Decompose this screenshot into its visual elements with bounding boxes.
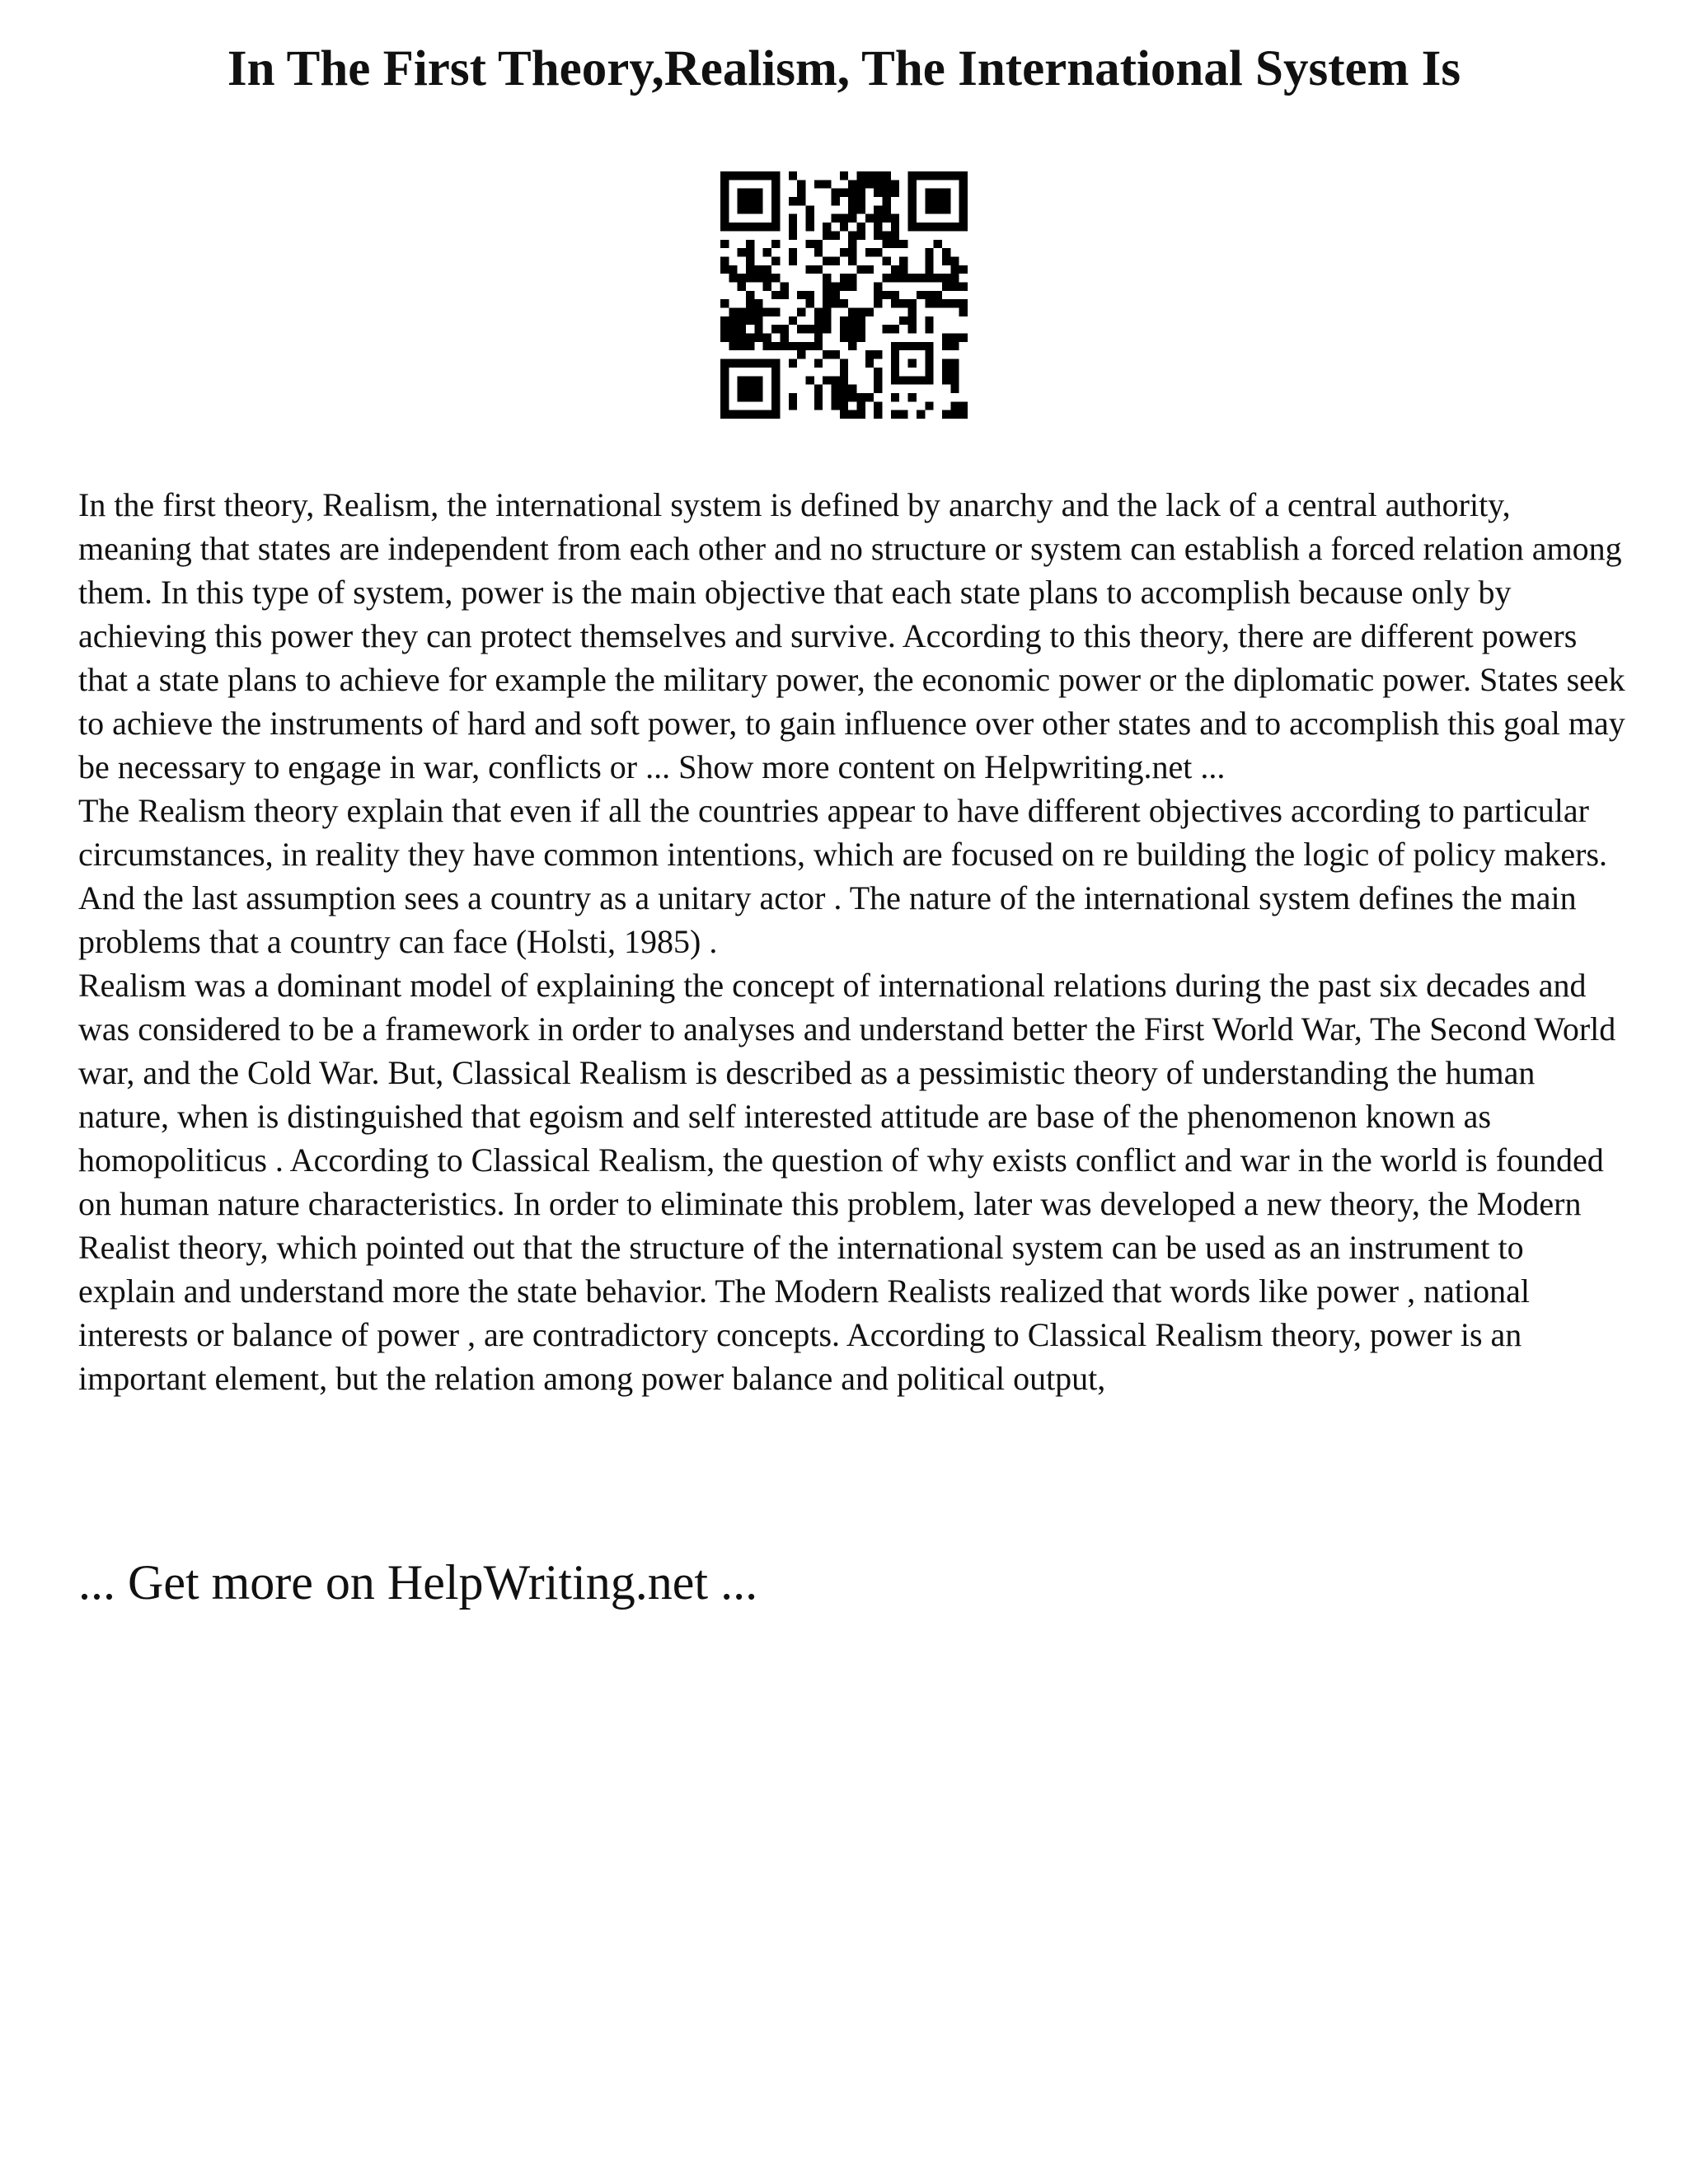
page-title: In The First Theory,Realism, The International System Is	[227, 41, 1461, 96]
get-more-link[interactable]: ... Get more on HelpWriting.net ...	[78, 1555, 758, 1610]
paragraph-1: In the first theory, Realism, the international system is defined by anarchy and the lack of a central authority, meaning that states are independent from each other and no structure or system can establish a forced relation among them. In this type of system, power is the main objective that each state plans to accomplish because only by achieving this power they can protect themselves and survive. According to this theory, there are different powers that a state plans to achieve for example the military power, the economic power or the diplomatic power. States seek to achieve the instruments of hard and soft power, to gain influence over other states and to accomplish this goal may be necessary to engage in war, conflicts or ... Show more content on Helpwriting.net ...	[78, 486, 1625, 785]
article-body	[78, 483, 1628, 1400]
paragraph-3: Realism was a dominant model of explaining the concept of international relations during the past six decades and was considered to be a framework in order to analyses and understand better the First World War, The Second World war, and the Cold War. But, Classical Realism is described as a pessimistic theory of understanding the human nature, when is distinguished that egoism and self interested attitude are base of the phenomenon known as homopoliticus . According to Classical Realism, the question of why exists conflict and war in the world is founded on human nature characteristics. In order to eliminate this problem, later was developed a new theory, the Modern Realist theory, which pointed out that the structure of the international system can be used as an instrument to explain and understand more the state behavior. The Modern Realists realized that words like power , national interests or balance of power , are contradictory concepts. According to Classical Realism theory, power is an important element, but the relation among power balance and political output,	[78, 967, 1616, 1397]
qr-code-icon	[720, 171, 968, 419]
qr-code-graphic	[720, 171, 968, 419]
paragraph-2: The Realism theory explain that even if all the countries appear to have different objectives according to particular circumstances, in reality they have common intentions, which are focused on re building the logic of policy makers. And the last assumption sees a country as a unitary actor . The nature of the international system defines the main problems that a country can face (Holsti, 1985) .	[78, 792, 1608, 960]
